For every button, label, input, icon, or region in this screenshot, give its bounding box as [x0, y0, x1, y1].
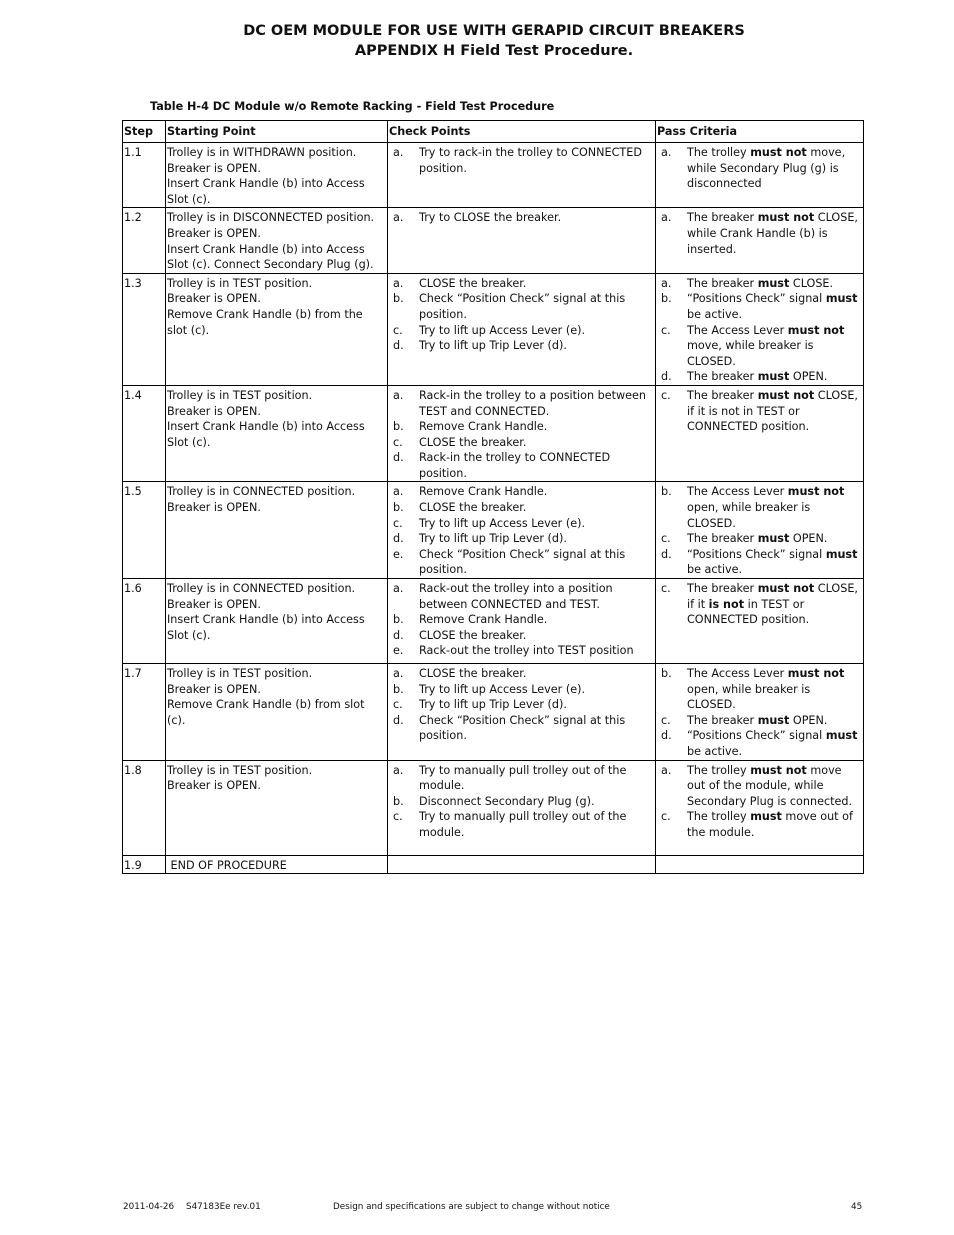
starting-point-line: Breaker is OPEN. [167, 161, 261, 175]
pass-criteria-item [657, 369, 862, 385]
pass-criteria-text [687, 484, 862, 531]
check-point-label: a. [393, 485, 404, 499]
pass-criteria-item [657, 276, 862, 292]
pass-criteria-fragment: be active. [687, 729, 862, 758]
check-point-label: d. [393, 713, 404, 727]
pass-criteria-item [657, 581, 862, 628]
starting-point-line: Breaker is OPEN. [167, 226, 261, 240]
check-point-text: Rack-in the trolley to a position between TEST and CONNECTED. [419, 388, 647, 418]
table-row [123, 760, 864, 855]
pass-criteria-fragment: CLOSE, while Crank Handle (b) is inserted. [687, 211, 862, 256]
check-point-item [389, 531, 654, 547]
check-point-text: CLOSE the breaker. [419, 276, 527, 290]
check-points-cell [388, 143, 656, 208]
check-points-cell [388, 208, 656, 273]
pass-criteria-label: d. [661, 547, 672, 561]
pass-criteria-emphasis: must [825, 547, 858, 561]
check-point-text: Try to lift up Access Lever (e). [419, 323, 586, 337]
check-point-label: a. [393, 388, 404, 402]
check-points-cell [388, 855, 656, 874]
footer-page-number: 45 [851, 1202, 863, 1212]
pass-criteria-text [687, 323, 862, 370]
pass-criteria-text [687, 713, 862, 729]
step-number: 1.7 [123, 664, 166, 761]
step-number: 1.5 [123, 482, 166, 579]
pass-criteria-fragment: move, while Secondary Plug (g) is disconnected [687, 146, 849, 191]
starting-point-line: Trolley is in TEST position. [167, 763, 313, 777]
check-point-item [389, 697, 654, 713]
check-point-text: Try to lift up Access Lever (e). [419, 516, 586, 530]
check-point-item [389, 612, 654, 628]
check-point-text: CLOSE the breaker. [419, 501, 527, 515]
step-number: 1.9 [123, 855, 166, 874]
starting-point-cell [166, 143, 388, 208]
pass-criteria-label: c. [661, 388, 671, 402]
step-number: 1.2 [123, 208, 166, 273]
check-point-label: b. [393, 682, 404, 696]
pass-criteria-fragment: OPEN. [789, 370, 828, 384]
pass-criteria-emphasis: must not [787, 667, 845, 681]
check-point-item [389, 713, 654, 744]
pass-criteria-text [687, 666, 862, 713]
starting-point-line: Remove Crank Handle (b) from slot (c). [167, 698, 365, 727]
pass-criteria-fragment: move out of the module, while Secondary Plug is connected. [687, 763, 853, 808]
table-row [123, 855, 864, 874]
step-number: 1.6 [123, 579, 166, 664]
pass-criteria-label: c. [661, 532, 671, 546]
starting-point-line: Remove Crank Handle (b) from the slot (c). [167, 307, 363, 337]
check-point-label: a. [393, 667, 404, 681]
pass-criteria-emphasis: must not [757, 582, 815, 596]
starting-point-line: Breaker is OPEN. [167, 501, 261, 515]
starting-point-cell [166, 855, 388, 874]
column-header-pass-criteria: Pass Criteria [656, 121, 864, 143]
check-point-text: Remove Crank Handle. [419, 613, 548, 627]
table-row [123, 579, 864, 664]
step-number: 1.1 [123, 143, 166, 208]
pass-criteria-text [687, 291, 862, 322]
check-point-text: Rack-out the trolley into a position between CONNECTED and TEST. [419, 582, 613, 611]
check-point-item [389, 338, 654, 354]
check-point-text: Try to CLOSE the breaker. [419, 211, 562, 225]
check-point-text: Check “Position Check” signal at this position. [419, 292, 626, 321]
starting-point-line: Insert Crank Handle (b) into Access Slot (c). [167, 613, 365, 642]
pass-criteria-cell [656, 579, 864, 664]
check-point-item [389, 809, 654, 840]
pass-criteria-text [687, 809, 862, 840]
starting-point-cell [166, 760, 388, 855]
pass-criteria-item [657, 388, 862, 435]
table-caption: Table H-4 DC Module w/o Remote Racking - Field Test Procedure [150, 100, 555, 113]
check-point-text: Rack-out the trolley into TEST position [419, 644, 634, 658]
pass-criteria-text [687, 763, 862, 810]
check-point-item [389, 210, 654, 226]
pass-criteria-fragment: The Access Lever [687, 667, 788, 681]
check-point-label: d. [393, 451, 404, 465]
starting-point-line: Insert Crank Handle (b) into Access Slot (c). [167, 177, 365, 206]
check-point-text: Try to lift up Access Lever (e). [419, 682, 586, 696]
check-point-item [389, 500, 654, 516]
table-row [123, 385, 864, 482]
starting-point-line: Breaker is OPEN. [167, 682, 261, 696]
pass-criteria-emphasis: must [757, 532, 790, 546]
starting-point-line: Trolley is in TEST position. [167, 667, 313, 681]
pass-criteria-fragment: “Positions Check” signal [687, 547, 826, 561]
pass-criteria-label: d. [661, 729, 672, 743]
pass-criteria-emphasis: must [825, 292, 858, 306]
pass-criteria-text [687, 547, 862, 578]
pass-criteria-item [657, 323, 862, 370]
check-point-item [389, 291, 654, 322]
check-point-item [389, 516, 654, 532]
check-point-text: Disconnect Secondary Plug (g). [419, 794, 595, 808]
starting-point-line: Insert Crank Handle (b) into Access Slot (c). Connect Secondary Plug (g). [167, 242, 374, 272]
pass-criteria-text [687, 276, 862, 292]
pass-criteria-emphasis: must not [787, 323, 845, 337]
pass-criteria-fragment: CLOSE, if it [687, 582, 862, 611]
check-point-item [389, 666, 654, 682]
check-point-text: Rack-in the trolley to CONNECTED position. [419, 451, 611, 480]
pass-criteria-label: b. [661, 485, 672, 499]
pass-criteria-emphasis: is not [708, 597, 745, 611]
check-point-label: e. [393, 547, 404, 561]
pass-criteria-item [657, 728, 862, 759]
table-row [123, 664, 864, 761]
check-point-label: c. [393, 516, 403, 530]
check-point-item [389, 643, 654, 659]
pass-criteria-label: d. [661, 370, 672, 384]
check-point-item [389, 628, 654, 644]
pass-criteria-fragment: The breaker [687, 276, 758, 290]
pass-criteria-emphasis: must not [750, 146, 807, 159]
pass-criteria-text [687, 145, 862, 192]
check-point-label: d. [393, 532, 404, 546]
pass-criteria-emphasis: must [757, 370, 790, 384]
starting-point-cell [166, 273, 388, 385]
check-point-text: CLOSE the breaker. [419, 435, 527, 449]
procedure-table [122, 120, 864, 874]
check-points-cell [388, 664, 656, 761]
table-body [123, 143, 864, 874]
pass-criteria-fragment: be active. [687, 292, 862, 321]
pass-criteria-item [657, 210, 862, 257]
title-line-1: DC OEM MODULE FOR USE WITH GERAPID CIRCUIT BREAKERS [243, 23, 745, 39]
table-header-row [123, 121, 864, 143]
pass-criteria-text [687, 369, 862, 385]
table-row [123, 208, 864, 273]
pass-criteria-item [657, 145, 862, 192]
check-point-item [389, 276, 654, 292]
pass-criteria-item [657, 291, 862, 322]
check-point-text: Check “Position Check” signal at this position. [419, 547, 626, 577]
pass-criteria-fragment: The breaker [687, 211, 758, 225]
pass-criteria-text [687, 581, 862, 628]
pass-criteria-emphasis: must not [750, 763, 807, 777]
pass-criteria-item [657, 547, 862, 578]
pass-criteria-label: b. [661, 292, 672, 306]
check-point-label: a. [393, 276, 404, 290]
pass-criteria-fragment: open, while breaker is CLOSED. [687, 485, 848, 530]
starting-point-line: Insert Crank Handle (b) into Access Slot (c). [167, 420, 365, 449]
check-point-text: Check “Position Check” signal at this position. [419, 713, 626, 743]
check-point-text: Try to rack-in the trolley to CONNECTED position. [419, 146, 642, 175]
starting-point-cell [166, 208, 388, 273]
check-point-label: e. [393, 644, 404, 658]
check-point-label: b. [393, 794, 404, 808]
check-points-cell [388, 482, 656, 579]
check-point-item [389, 794, 654, 810]
pass-criteria-fragment: The breaker [687, 388, 758, 402]
step-number: 1.3 [123, 273, 166, 385]
pass-criteria-fragment: The trolley [687, 810, 751, 824]
table-row [123, 273, 864, 385]
starting-point-line: Trolley is in CONNECTED position. [167, 485, 356, 499]
check-point-label: b. [393, 292, 404, 306]
check-point-item [389, 547, 654, 578]
check-point-label: a. [393, 582, 404, 596]
check-point-text: Try to manually pull trolley out of the module. [419, 810, 627, 839]
column-header-check-points: Check Points [388, 121, 656, 143]
pass-criteria-item [657, 666, 862, 713]
column-header-starting-point: Starting Point [166, 121, 388, 143]
check-point-item [389, 145, 654, 176]
starting-point-line: Trolley is in WITHDRAWN position. [167, 146, 357, 159]
check-point-label: c. [393, 323, 403, 337]
pass-criteria-emphasis: must [825, 729, 858, 743]
pass-criteria-item [657, 484, 862, 531]
pass-criteria-fragment: The Access Lever [687, 485, 788, 499]
pass-criteria-fragment: move out of the module. [687, 810, 857, 839]
pass-criteria-cell [656, 855, 864, 874]
check-point-label: a. [393, 146, 404, 159]
pass-criteria-fragment: The breaker [687, 532, 758, 546]
step-number: 1.4 [123, 385, 166, 482]
check-point-text: Try to lift up Trip Lever (d). [419, 339, 567, 353]
pass-criteria-cell [656, 208, 864, 273]
pass-criteria-emphasis: must not [757, 211, 815, 225]
table-row [123, 143, 864, 208]
check-point-item [389, 435, 654, 451]
table-row [123, 482, 864, 579]
pass-criteria-fragment: The breaker [687, 713, 758, 727]
check-point-label: c. [393, 435, 403, 449]
pass-criteria-fragment: The trolley [687, 763, 751, 777]
starting-point-line: Breaker is OPEN. [167, 404, 261, 418]
pass-criteria-cell [656, 273, 864, 385]
pass-criteria-emphasis: must [750, 810, 782, 824]
check-points-cell [388, 579, 656, 664]
starting-point-line: Breaker is OPEN. [167, 779, 261, 793]
pass-criteria-fragment: The breaker [687, 370, 758, 384]
check-point-label: b. [393, 613, 404, 627]
check-point-label: b. [393, 501, 404, 515]
pass-criteria-text [687, 388, 862, 435]
pass-criteria-label: c. [661, 713, 671, 727]
column-header-step: Step [123, 121, 166, 143]
check-point-label: a. [393, 763, 404, 777]
check-point-item [389, 323, 654, 339]
starting-point-line: Trolley is in TEST position. [167, 388, 313, 402]
check-points-cell [388, 273, 656, 385]
starting-point-cell [166, 664, 388, 761]
step-number: 1.8 [123, 760, 166, 855]
page-title [0, 21, 954, 61]
pass-criteria-fragment: The trolley [687, 146, 751, 159]
pass-criteria-fragment: OPEN. [789, 713, 828, 727]
check-point-item [389, 419, 654, 435]
starting-point-line: Trolley is in DISCONNECTED position. [167, 211, 375, 225]
check-point-item [389, 763, 654, 794]
starting-point-line: Trolley is in CONNECTED position. [167, 582, 356, 596]
pass-criteria-label: c. [661, 810, 671, 824]
pass-criteria-fragment: be active. [687, 547, 862, 577]
check-point-text: Try to lift up Trip Lever (d). [419, 698, 567, 712]
pass-criteria-item [657, 763, 862, 810]
check-point-text: CLOSE the breaker. [419, 667, 527, 681]
pass-criteria-cell [656, 482, 864, 579]
pass-criteria-fragment: open, while breaker is CLOSED. [687, 667, 848, 712]
pass-criteria-label: a. [661, 211, 672, 225]
check-point-text: CLOSE the breaker. [419, 628, 527, 642]
check-point-text: Remove Crank Handle. [419, 485, 548, 499]
title-line-2: APPENDIX H Field Test Procedure. [354, 43, 634, 59]
check-point-text: Try to manually pull trolley out of the module. [419, 763, 627, 793]
pass-criteria-cell [656, 385, 864, 482]
footer-notice: Design and specifications are subject to change without notice [333, 1202, 610, 1212]
pass-criteria-fragment: CLOSE. [789, 276, 834, 290]
footer-doc-ref: S47183Ee rev.01 [186, 1202, 261, 1212]
pass-criteria-label: a. [661, 146, 672, 159]
pass-criteria-cell [656, 664, 864, 761]
pass-criteria-item [657, 809, 862, 840]
pass-criteria-emphasis: must [757, 276, 790, 290]
pass-criteria-label: c. [661, 582, 671, 596]
pass-criteria-text [687, 728, 862, 759]
pass-criteria-fragment: OPEN. [789, 532, 828, 546]
starting-point-cell [166, 482, 388, 579]
check-point-label: c. [393, 698, 403, 712]
starting-point-line: END OF PROCEDURE [167, 858, 287, 872]
pass-criteria-fragment: “Positions Check” signal [687, 729, 826, 743]
check-point-text: Remove Crank Handle. [419, 420, 548, 434]
check-point-label: d. [393, 339, 404, 353]
check-point-item [389, 581, 654, 612]
check-point-label: c. [393, 810, 403, 824]
check-point-label: b. [393, 420, 404, 434]
check-points-cell [388, 760, 656, 855]
pass-criteria-emphasis: must not [757, 388, 815, 402]
pass-criteria-fragment: “Positions Check” signal [687, 292, 826, 306]
starting-point-line: Trolley is in TEST position. [167, 276, 313, 290]
pass-criteria-label: c. [661, 323, 671, 337]
pass-criteria-fragment: CLOSE, if it is not in TEST or CONNECTED position. [687, 388, 862, 434]
pass-criteria-fragment: in TEST or CONNECTED position. [687, 597, 810, 627]
pass-criteria-text [687, 531, 862, 547]
pass-criteria-emphasis: must [757, 713, 790, 727]
check-point-item [389, 388, 654, 419]
footer-date: 2011-04-26 [123, 1202, 175, 1212]
starting-point-line: Breaker is OPEN. [167, 292, 261, 306]
pass-criteria-fragment: The breaker [687, 582, 758, 596]
check-points-cell [388, 385, 656, 482]
pass-criteria-text [687, 210, 862, 257]
pass-criteria-label: a. [661, 276, 672, 290]
starting-point-cell [166, 385, 388, 482]
pass-criteria-fragment: The Access Lever [687, 323, 788, 337]
pass-criteria-item [657, 713, 862, 729]
pass-criteria-cell [656, 760, 864, 855]
pass-criteria-item [657, 531, 862, 547]
pass-criteria-cell [656, 143, 864, 208]
check-point-item [389, 484, 654, 500]
pass-criteria-label: a. [661, 763, 672, 777]
pass-criteria-fragment: move, while breaker is CLOSED. [687, 323, 848, 368]
pass-criteria-label: b. [661, 667, 672, 681]
starting-point-line: Breaker is OPEN. [167, 597, 261, 611]
check-point-item [389, 450, 654, 481]
check-point-item [389, 682, 654, 698]
check-point-text: Try to lift up Trip Lever (d). [419, 532, 567, 546]
check-point-label: d. [393, 628, 404, 642]
starting-point-cell [166, 579, 388, 664]
check-point-label: a. [393, 211, 404, 225]
pass-criteria-emphasis: must not [787, 485, 845, 499]
